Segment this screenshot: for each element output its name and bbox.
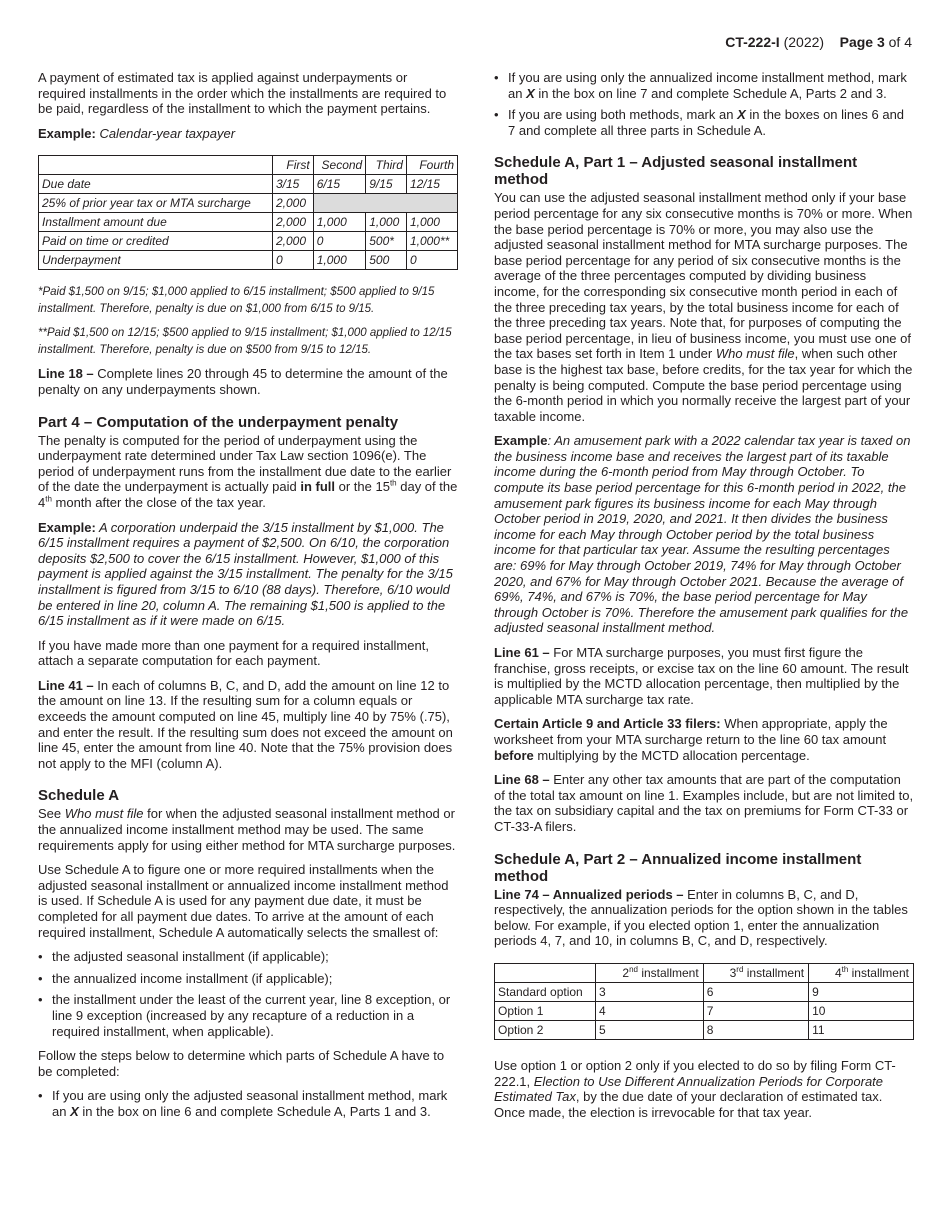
list-text: If you are using only the adjusted seasonal installment method, mark an (52, 1088, 448, 1119)
table-cell: 5 (596, 1020, 704, 1039)
line-18-text: Complete lines 20 through 45 to determine the amount of the penalty on any underpayments shown. (38, 366, 448, 397)
table-row (39, 175, 458, 194)
list-text: in the boxes on lines 6 and 7 and complete all three parts in Schedule A. (508, 107, 905, 138)
list-item: • the installment under the least of the current year, line 8 exception, or line 9 exception (increased by any recapture of a reduction in a required installment, when applicable). (38, 992, 458, 1039)
part4-text: day of the 4 (38, 479, 458, 510)
table-cell: 2,000 (273, 194, 314, 213)
table-shaded-cell (313, 194, 457, 213)
line-18 (38, 366, 458, 397)
example-label: Example: (38, 519, 96, 535)
part4-paragraph (38, 433, 458, 511)
article-text: When appropriate, apply the worksheet from your MTA surcharge return to the line 60 tax amount (494, 716, 888, 747)
part1-heading: Schedule A, Part 1 – Adjusted seasonal installment method (494, 154, 858, 189)
part1-text: , when such other base is the highest tax base, before credits, for the tax year for which the penalty is being computed. Compute the base period percentage using the 6-month period in which you normally receive the largest part of your taxable income. (494, 346, 913, 424)
table-cell: Paid on time or credited (39, 232, 273, 251)
list-item (494, 107, 914, 138)
table-header-cell: First (273, 156, 314, 175)
table-cell: 0 (406, 251, 457, 270)
table-cell: 7 (703, 1001, 808, 1020)
table-cell: Option 1 (495, 1001, 596, 1020)
article-bold: before (494, 747, 534, 763)
table-row (39, 251, 458, 270)
part4-sup: th (45, 494, 52, 504)
table-cell: 8 (703, 1020, 808, 1039)
x-mark: X (70, 1103, 79, 1119)
part1-text: You can use the adjusted seasonal installment method only if your base period percentage for any six consecutive months is 70% or more. When the base period percentage is 70% or more, you may also use the adjusted seasonal installment method for MTA surcharge purposes. The base period percentage for any period of six consecutive months is the average of the three percentages computed by dividing business income, for the corresponding six consecutive month period in each of the three preceding tax years, by the total business income for each of the three preceding tax years. Note that, for purposes of computing the base period percentage, in lieu of business income, you must use one of the tax bases set forth in Item 1 under (494, 190, 913, 362)
article-text: multiplying by the MCTD allocation percentage. (533, 747, 810, 763)
line-68 (494, 772, 914, 834)
table-header-cell: Third (366, 156, 407, 175)
list-item: • the annualized income installment (if applicable); (38, 971, 458, 987)
table-header-cell: Second (313, 156, 365, 175)
table-cell: 11 (809, 1020, 914, 1039)
line-68-label: Line 68 – (494, 772, 550, 788)
table-cell: 6 (703, 982, 808, 1001)
annualization-table (494, 963, 914, 1040)
example-text: : An amusement park with a 2022 calendar tax year is taxed on the business income base and receives the largest part of its taxable income during the 6-month period from May through October. To compute its base period percentage for this 6-month period in 2022, the amusement park figures its business income for each May through October period in 2019, 2020, and 2021. It then divides the business income for each May through October period by the total business income for that particular tax year. Assume the resulting percentages are: 69% for May through October 2019, 74% for May through October 2020, and 67% for May through October 2021. Because the average of 69%, 74%, and 67% is 70%, the base period percentage for May through October is 70%. Therefore the amusement park qualifies for the adjusted seasonal installment method. (494, 433, 911, 636)
final-text: , by the due date of your declaration of estimated tax. Once made, the election is irrevocable for that tax year. (494, 1089, 883, 1120)
final-text: Use option 1 or option 2 only if you elected to do so by filing Form CT-222.1, (494, 1057, 896, 1089)
line-74 (494, 887, 914, 949)
table-header-cell: 3rd installment (703, 963, 808, 982)
table-cell: 0 (273, 251, 314, 270)
list-item: • the adjusted seasonal installment (if applicable); (38, 949, 458, 965)
example-underpaid (38, 520, 458, 629)
table-cell: 9 (809, 982, 914, 1001)
list-item (494, 70, 914, 101)
line-74-label: Line 74 – Annualized periods – (494, 886, 684, 902)
table-cell: 3/15 (273, 175, 314, 194)
table-cell: 0 (313, 232, 365, 251)
table-row (495, 1001, 914, 1020)
form-year: (2022) (783, 34, 825, 50)
example-amusement-park (494, 433, 914, 636)
example-text: A corporation underpaid the 3/15 installment by $1,000. The 6/15 installment requires a payment of $2,500. On 6/10, the corporation deposits $2,500 to cover the 6/15 installment. However, $1,000 of this payment is applied against the 3/15 installment. The penalty for the 3/15 installment is figured from 3/15 to 6/10 (88 days). Therefore, 6/10 would be entered in line 20, column A. The remaining $1,500 is applied to the 6/15 installment as if it were made on 6/15. (38, 519, 453, 629)
payment-order-paragraph: A payment of estimated tax is applied against underpayments or required installments in the order which the installments are required to be paid, regardless of the installment to which the payment pertains. (38, 70, 447, 117)
table-cell: 1,000 (313, 251, 365, 270)
list-text: If you are using both methods, mark an (508, 107, 738, 123)
table-cell: 1,000** (406, 232, 457, 251)
part4-sup: th (389, 479, 397, 489)
line-68-text: Enter any other tax amounts that are part of the computation of the total tax amount on line 1. Examples include, but are not limited to, the tax on subsidiary capital and the tax on premiums for Form CT-33 or CT-33-A filers. (494, 772, 914, 834)
part4-text: month after the close of the tax year. (51, 494, 266, 510)
left-column (38, 70, 458, 1129)
part1-italic: Who must file (715, 346, 795, 362)
line-61-label: Line 61 – (494, 645, 550, 660)
article-filers (494, 716, 914, 763)
table-cell: 1,000 (406, 213, 457, 232)
part2-heading: Schedule A, Part 2 – Annualized income installment method (494, 850, 862, 885)
table-cell: 25% of prior year tax or MTA surcharge (39, 194, 273, 213)
table-row (39, 232, 458, 251)
example-text: Calendar-year taxpayer (99, 125, 236, 141)
follow-steps-paragraph: Follow the steps below to determine which parts of Schedule A have to be completed: (38, 1048, 445, 1079)
option-election-paragraph (494, 1058, 914, 1120)
footnote-2: **Paid $1,500 on 12/15; $500 applied to 9/15 installment; $1,000 applied to 12/15 installment. Therefore, penalty is due on $500 from 9/15 to 12/15. (38, 327, 452, 356)
table-header-cell: 2nd installment (596, 963, 704, 982)
schedule-a-paragraph-1 (38, 806, 458, 853)
table-cell: 1,000 (313, 213, 365, 232)
example-label: Example (494, 433, 548, 449)
table-cell: Option 2 (495, 1020, 596, 1039)
line-41 (38, 678, 458, 772)
method-list-right (494, 70, 914, 138)
part4-text: or the 15 (335, 479, 390, 495)
sched-italic: Who must file (64, 806, 144, 822)
table-cell: 500* (366, 232, 407, 251)
line-61 (494, 645, 914, 707)
table-cell: 3 (596, 982, 704, 1001)
list-item (38, 1088, 458, 1119)
table-header-cell (495, 963, 596, 982)
form-number: CT-222-I (725, 34, 780, 50)
part4-bold: in full (300, 479, 336, 495)
list-text: If you are using only the annualized income installment method, mark an (508, 70, 907, 101)
line-18-label: Line 18 – (38, 366, 94, 382)
table-cell: Due date (39, 175, 273, 194)
final-italic: Election to Use Different Annualization Periods for Corporate Estimated Tax (494, 1073, 884, 1105)
table-header-cell (39, 156, 273, 175)
sched-text: See (38, 806, 65, 822)
table-cell: 2,000 (273, 213, 314, 232)
line-61-text: For MTA surcharge purposes, you must first figure the franchise, gross receipts, or excise tax on the line 60 amount. The result is multiplied by the MCTD allocation percentage, then multiplied by the applicable MTA surcharge tax rate. (494, 645, 909, 707)
line-41-text: In each of columns B, C, and D, add the amount on line 12 to the amount on line 13. If the resulting sum for a column equals or exceeds the amount computed on line 45, multiply line 40 by 75% (.75), and enter the result. If the resulting sum does not exceed the amount on line 45, enter the amount from line 40. Note that the 75% provision does not apply to the MFI (column A). (38, 677, 453, 771)
part1-paragraph (494, 190, 914, 424)
table-cell: 6/15 (313, 175, 365, 194)
x-mark: X (737, 107, 746, 123)
table-header-cell: Fourth (406, 156, 457, 175)
page-number: Page 3 (839, 34, 885, 50)
table-header-row (39, 156, 458, 175)
part4-text: The penalty is computed for the period of underpayment using the underpayment rate determined under Tax Law section 1096(e). The period of underpayment runs from the installment due date to the earlier of the date the underpayment is actually paid (38, 432, 452, 495)
installment-table (38, 155, 458, 270)
schedule-a-heading: Schedule A (38, 787, 120, 805)
table-cell: Standard option (495, 982, 596, 1001)
table-cell: 1,000 (366, 213, 407, 232)
sched-text: for when the adjusted seasonal installment method or the annualized income installment method may be used. The same requirements apply for using either method for MTA surcharge purposes. (38, 806, 456, 853)
table-row (39, 194, 458, 213)
part4-heading: Part 4 – Computation of the underpayment penalty (38, 413, 399, 431)
footnote-1: *Paid $1,500 on 9/15; $1,000 applied to 6/15 installment; $500 applied to 9/15 installment. Therefore, penalty is due on $1,000 from 6/15 to 9/15. (38, 286, 435, 315)
table-header-row (495, 963, 914, 982)
table-header-cell: 4th installment (809, 963, 914, 982)
list-text: in the box on line 7 and complete Schedule A, Parts 2 and 3. (534, 85, 887, 101)
multi-payment-paragraph: If you have made more than one payment for a required installment, attach a separate computation for each payment. (38, 637, 429, 669)
example-calendar (38, 126, 458, 142)
page-total: of 4 (888, 34, 912, 50)
page-header (725, 34, 912, 50)
table-cell: 10 (809, 1001, 914, 1020)
table-cell: 9/15 (366, 175, 407, 194)
smallest-of-list (38, 949, 458, 1039)
example-label: Example: (38, 125, 96, 141)
right-column (494, 70, 914, 1129)
table-cell: 500 (366, 251, 407, 270)
table-cell: 12/15 (406, 175, 457, 194)
line-74-text: Enter in columns B, C, and D, respectively, the annualization periods for the option shown in the tables below. For example, if you elected option 1, enter the annualization periods 4, 7, and 10, in columns B, C, and D, respectively. (494, 886, 908, 949)
table-cell: 2,000 (273, 232, 314, 251)
article-label: Certain Article 9 and Article 33 filers: (494, 716, 721, 732)
table-row (39, 213, 458, 232)
table-cell: Installment amount due (39, 213, 273, 232)
table-cell: 4 (596, 1001, 704, 1020)
x-mark: X (526, 85, 535, 101)
table-row (495, 982, 914, 1001)
table-row (495, 1020, 914, 1039)
line-41-label: Line 41 – (38, 677, 94, 693)
table-cell: Underpayment (39, 251, 273, 270)
schedule-a-paragraph-2: Use Schedule A to figure one or more required installments when the adjusted seasonal installment or annualized income installment method is used. If Schedule A is used for any payment due date, it must be completed for all payment due dates. To arrive at the amount of each required installment, Schedule A automatically selects the smallest of: (38, 862, 449, 940)
method-list-left (38, 1088, 458, 1119)
list-text: in the box on line 6 and complete Schedule A, Parts 1 and 3. (78, 1103, 431, 1119)
